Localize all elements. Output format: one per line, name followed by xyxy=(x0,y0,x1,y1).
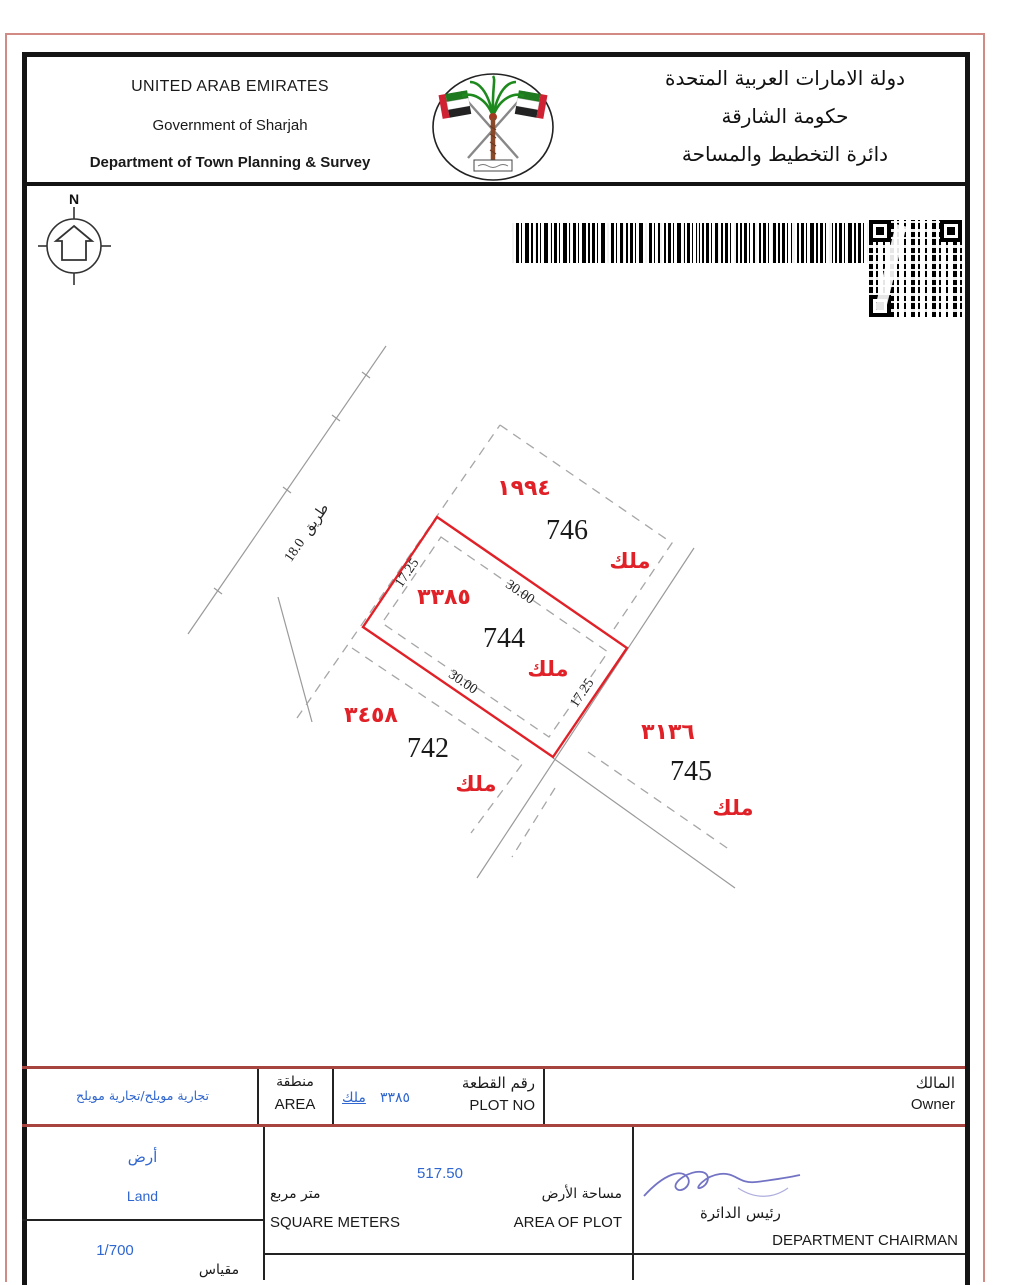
plot-no-cell xyxy=(336,1074,541,1124)
divider xyxy=(263,1127,265,1280)
plot-744-code: ٣٣٨٥ xyxy=(417,585,471,610)
land-type-en: Land xyxy=(126,1188,159,1204)
department-title-en: Department of Town Planning & Survey xyxy=(89,154,371,171)
area-value: تجارية مويلح/تجارية مويلح xyxy=(76,1088,209,1103)
plot-milk-value: ملك xyxy=(342,1090,366,1106)
area-label-en: AREA xyxy=(274,1096,316,1113)
header-arabic xyxy=(600,66,970,180)
plot-744-milk: ملك xyxy=(527,657,569,681)
square-meters-ar: متر مربع xyxy=(270,1186,321,1202)
plot-742-number: 742 xyxy=(407,733,449,764)
department-title-ar: دائرة التخطيط والمساحة xyxy=(681,142,889,166)
country-title-ar: دولة الامارات العربية المتحدة xyxy=(664,66,906,90)
road-lines-southeast xyxy=(477,548,735,888)
plot-746-number: 746 xyxy=(546,515,588,546)
country-title-en: UNITED ARAB EMIRATES xyxy=(131,78,329,95)
plot-746-code: ١٩٩٤ xyxy=(497,476,551,501)
palm-tree-icon xyxy=(462,76,524,116)
area-label-cell xyxy=(259,1074,331,1113)
site-plan-map xyxy=(28,185,965,1068)
area-of-plot-label xyxy=(452,1186,622,1231)
plot-744-dim-bottom: 30.00 xyxy=(445,667,480,698)
road-name: طريق xyxy=(300,501,333,539)
table-row1-bottom-border xyxy=(22,1124,965,1127)
plot-744-dim-right: 17.25 xyxy=(567,676,598,711)
square-meters-label xyxy=(270,1186,440,1231)
divider xyxy=(332,1069,334,1124)
chairman-label-en: DEPARTMENT CHAIRMAN xyxy=(772,1232,958,1249)
compass-north-label: N xyxy=(69,191,80,207)
divider xyxy=(22,1219,263,1221)
plot-number-value: ٣٣٨٥ xyxy=(380,1090,411,1106)
chairman-label-ar: رئيس الدائرة xyxy=(700,1204,781,1222)
plot-742-milk: ملك xyxy=(455,772,497,796)
plot-no-label-ar: رقم القطعة xyxy=(461,1074,535,1092)
plot-745-milk: ملك xyxy=(712,796,754,820)
area-of-plot-en: AREA OF PLOT xyxy=(513,1214,622,1231)
land-type-ar: أرض xyxy=(127,1148,158,1166)
plot-744-dim-left: 17.25 xyxy=(392,556,423,591)
owner-label-ar: المالك xyxy=(915,1074,955,1092)
divider xyxy=(263,1253,965,1255)
header-english xyxy=(45,78,415,171)
area-label-ar: منطقة xyxy=(276,1074,314,1090)
plot-745-number: 745 xyxy=(670,756,712,787)
scale-label-ar: مقياس xyxy=(198,1262,240,1278)
plot-746-milk: ملك xyxy=(609,549,651,573)
government-title-en: Government of Sharjah xyxy=(152,117,308,134)
road-lines xyxy=(188,346,386,722)
divider xyxy=(543,1069,545,1124)
scale-value: 1/700 xyxy=(96,1242,134,1259)
plot-744-number: 744 xyxy=(483,623,525,654)
square-meters-en: SQUARE METERS xyxy=(270,1214,401,1231)
area-of-plot-ar: مساحة الأرض xyxy=(541,1186,622,1202)
plot-no-label-en: PLOT NO xyxy=(469,1097,535,1114)
owner-label-en: Owner xyxy=(910,1096,955,1113)
government-title-ar: حكومة الشارقة xyxy=(721,104,849,128)
table-top-border xyxy=(22,1066,965,1069)
divider xyxy=(632,1127,634,1280)
owner-cell xyxy=(547,1074,955,1113)
sharjah-emblem-icon xyxy=(428,70,558,184)
plot-742-code: ٣٤٥٨ xyxy=(344,703,398,728)
road-label xyxy=(282,501,332,565)
plot-744-dim-top: 30.00 xyxy=(502,577,537,608)
area-of-plot-value: 517.50 xyxy=(417,1165,463,1182)
plot-745-code: ٣١٣٦ xyxy=(641,720,695,745)
road-width: 18.0 xyxy=(281,536,309,565)
